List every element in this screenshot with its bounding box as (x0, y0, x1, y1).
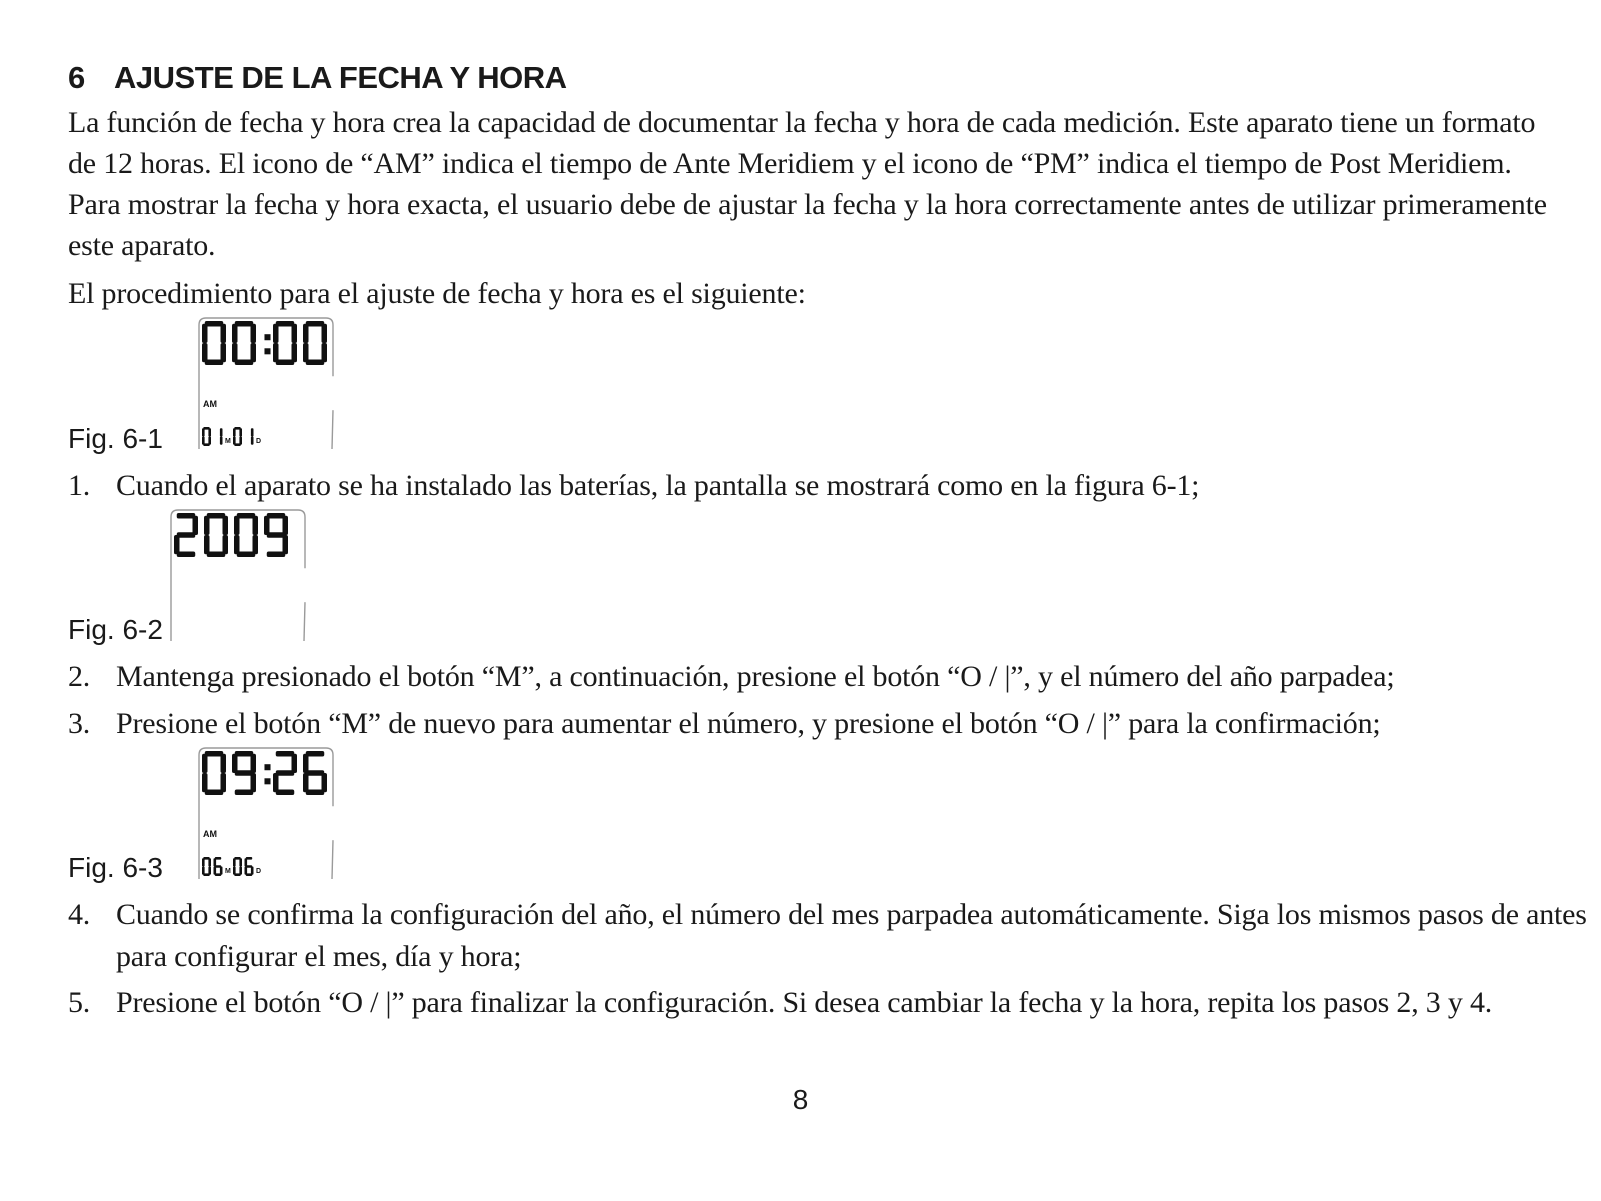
figure-label: Fig. 6-3 (68, 852, 163, 883)
step-item (68, 703, 1588, 745)
month-unit-label: M (225, 438, 231, 445)
lcd-digit (251, 428, 254, 444)
lcd-digit (202, 751, 226, 795)
page-number: 8 (792, 1084, 809, 1115)
step-text: Cuando el aparato se ha instalado las baterías, la pantalla se mostrará como en la figura 6-1; (116, 469, 1200, 502)
am-indicator: AM (203, 829, 217, 839)
month-unit-label: M (225, 868, 231, 875)
step-text: Cuando se confirma la configuración del año, el número del mes parpadea automáticamente. Siga los mismos pasos de antes para configurar el mes, día y hora; (116, 898, 1587, 973)
step-text: Presione el botón “M” de nuevo para aumentar el número, y presione el botón “O / |” para la confirmación; (116, 707, 1381, 740)
step-number: 3. (68, 707, 91, 740)
step-number: 5. (68, 986, 91, 1019)
lcd-display-fig-6-3 (196, 745, 336, 881)
lcd-digit (245, 857, 254, 876)
day-unit-label: D (256, 438, 262, 445)
figure-label: Fig. 6-2 (68, 614, 163, 645)
procedure-intro: El procedimiento para el ajuste de fecha y hora es el siguiente: (68, 277, 806, 310)
lcd-digit (303, 321, 327, 365)
lcd-display-fig-6-1 (196, 315, 336, 451)
lcd-digit (233, 427, 242, 446)
lcd-digit (202, 857, 211, 876)
step-number: 2. (68, 660, 91, 693)
lcd-digit (202, 427, 211, 446)
lcd-digit (234, 513, 258, 557)
step-text: Presione el botón “O / |” para finalizar la configuración. Si desea cambiar la fecha y la hora, repita los pasos 2, 3 y 4. (116, 986, 1493, 1019)
figure-label: Fig. 6-1 (68, 423, 163, 454)
lcd-digit (264, 513, 288, 557)
section-title: AJUSTE DE LA FECHA Y HORA (114, 60, 567, 95)
step-item (68, 894, 1588, 978)
section-heading (68, 60, 567, 96)
lcd-digit (214, 857, 223, 876)
lcd-digit (232, 751, 256, 795)
step-text: Mantenga presionado el botón “M”, a continuación, presione el botón “O / |”, y el número del año parpadea; (116, 660, 1395, 693)
intro-paragraph: La función de fecha y hora crea la capacidad de documentar la fecha y hora de cada medición. Este aparato tiene un formato de 12 horas. El icono de “AM” indica el tiempo de Ante Meridiem y el icono de “PM” indica el tiempo de Post Meridiem. Para mostrar la fecha y hora exacta, el usuario debe de ajustar la fecha y la hora correctamente antes de utilizar primeramente este aparato. (68, 106, 1547, 262)
day-unit-label: D (256, 868, 262, 875)
lcd-colon (264, 764, 270, 784)
lcd-colon (264, 334, 270, 354)
lcd-digit (202, 321, 226, 365)
lcd-digit (220, 428, 223, 444)
step-item (68, 982, 1588, 1024)
section-number: 6 (68, 60, 85, 95)
step-item (68, 656, 1588, 698)
lcd-digit (232, 321, 256, 365)
am-indicator: AM (203, 399, 217, 409)
lcd-digit (273, 321, 297, 365)
step-item (68, 465, 1588, 507)
lcd-display-fig-6-2 (168, 507, 308, 643)
lcd-digit (204, 513, 228, 557)
lcd-digit (233, 857, 242, 876)
lcd-digit (174, 513, 198, 557)
lcd-digit (273, 751, 297, 795)
lcd-digit (303, 751, 327, 795)
step-number: 1. (68, 469, 91, 502)
step-number: 4. (68, 898, 91, 931)
